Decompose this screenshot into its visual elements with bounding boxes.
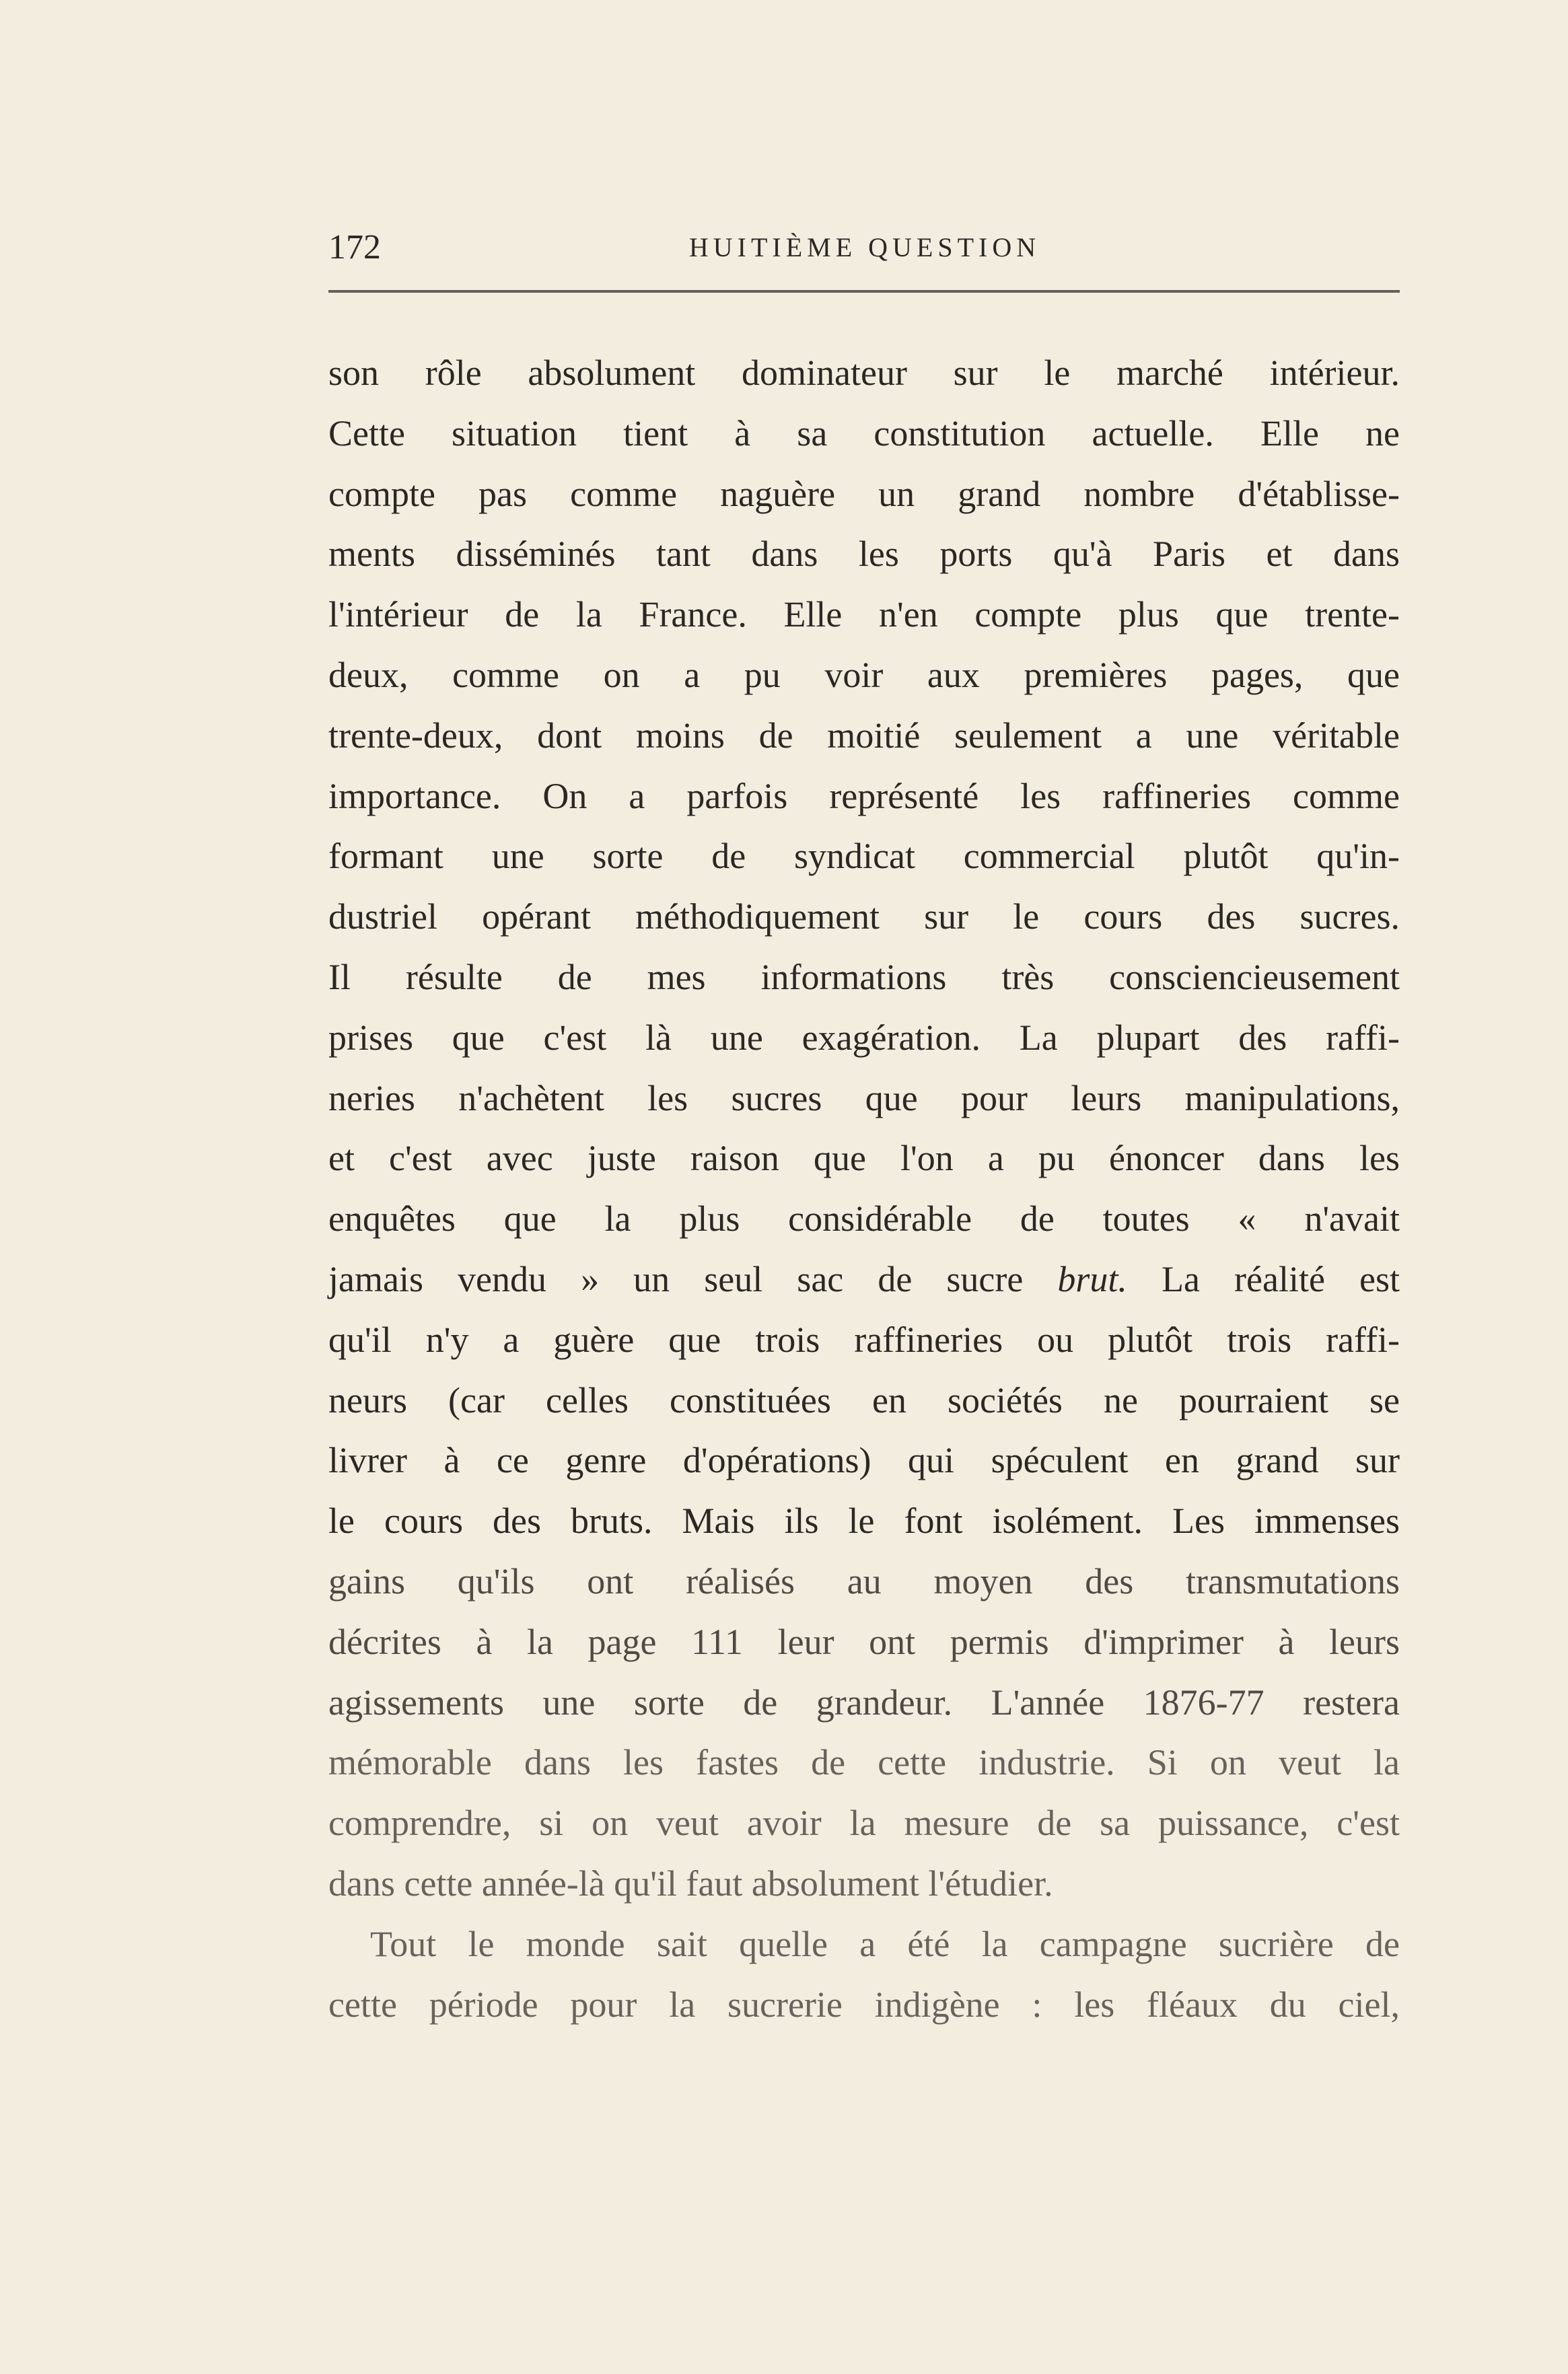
text-line: compte pas comme naguère un grand nombre d'établisse- [328, 473, 1400, 514]
text-line: son rôle absolument dominateur sur le marché intérieur. [328, 353, 1400, 393]
body-text [328, 343, 1400, 2035]
text-line: neries n'achètent les sucres que pour leurs manipulations, [328, 1077, 1400, 1118]
text-line: mémorable dans les fastes de cette industrie. Si on veut la [328, 1742, 1400, 1783]
text-line: dans cette année-là qu'il faut absolument l'étudier. [328, 1863, 1053, 1904]
text-line: dustriel opérant méthodiquement sur le cours des sucres. [328, 896, 1400, 937]
text-line: Tout le monde sait quelle a été la campagne sucrière de [370, 1923, 1400, 1964]
text-line: deux, comme on a pu voir aux premières pages, que [328, 654, 1400, 695]
text-line: enquêtes que la plus considérable de toutes « n'avait [328, 1198, 1400, 1239]
text-line: importance. On a parfois représenté les raffineries comme [328, 775, 1400, 816]
text-line: ments disséminés tant dans les ports qu'à Paris et dans [328, 534, 1400, 575]
text-line: trente-deux, dont moins de moitié seulement a une véritable [328, 715, 1400, 756]
text-line: livrer à ce genre d'opérations) qui spéculent en grand sur [328, 1440, 1400, 1481]
text-line: Cette situation tient à sa constitution actuelle. Elle ne [328, 412, 1400, 454]
text-line: comprendre, si on veut avoir la mesure de sa puissance, c'est [328, 1803, 1400, 1844]
text-segment: jamais vendu » un seul sac de sucre [328, 1258, 1024, 1299]
text-line: agissements une sorte de grandeur. L'année 1876-77 restera [328, 1682, 1400, 1723]
text-line: prises que c'est là une exagération. La plupart des raffi- [328, 1017, 1400, 1058]
text-line: neurs (car celles constituées en sociétés ne pourraient se [328, 1379, 1400, 1420]
text-line: l'intérieur de la France. Elle n'en compte plus que trente- [328, 594, 1400, 635]
page-number: 172 [328, 228, 381, 266]
text-line: décrites à la page 111 leur ont permis d'imprimer à leurs [328, 1621, 1400, 1662]
text-line: le cours des bruts. Mais ils le font isolément. Les immenses [328, 1501, 1400, 1542]
text-line: formant une sorte de syndicat commercial plutôt qu'in- [328, 836, 1400, 877]
text-segment: La réalité est [1162, 1258, 1400, 1299]
text-line: cette période pour la sucrerie indigène : les fléaux du ciel, [328, 1984, 1400, 2025]
text-line: et c'est avec juste raison que l'on a pu énoncer dans les [328, 1138, 1400, 1179]
running-title: HUITIÈME QUESTION [688, 232, 1041, 262]
text-line: qu'il n'y a guère que trois raffineries ou plutôt trois raffi- [328, 1319, 1400, 1360]
text-line: gains qu'ils ont réalisés au moyen des transmutations [328, 1560, 1400, 1602]
text-line: Il résulte de mes informations très consciencieusement [328, 956, 1400, 997]
header-rule [328, 290, 1400, 293]
text-line [328, 1250, 1400, 1310]
italic-word: brut. [1057, 1258, 1127, 1299]
